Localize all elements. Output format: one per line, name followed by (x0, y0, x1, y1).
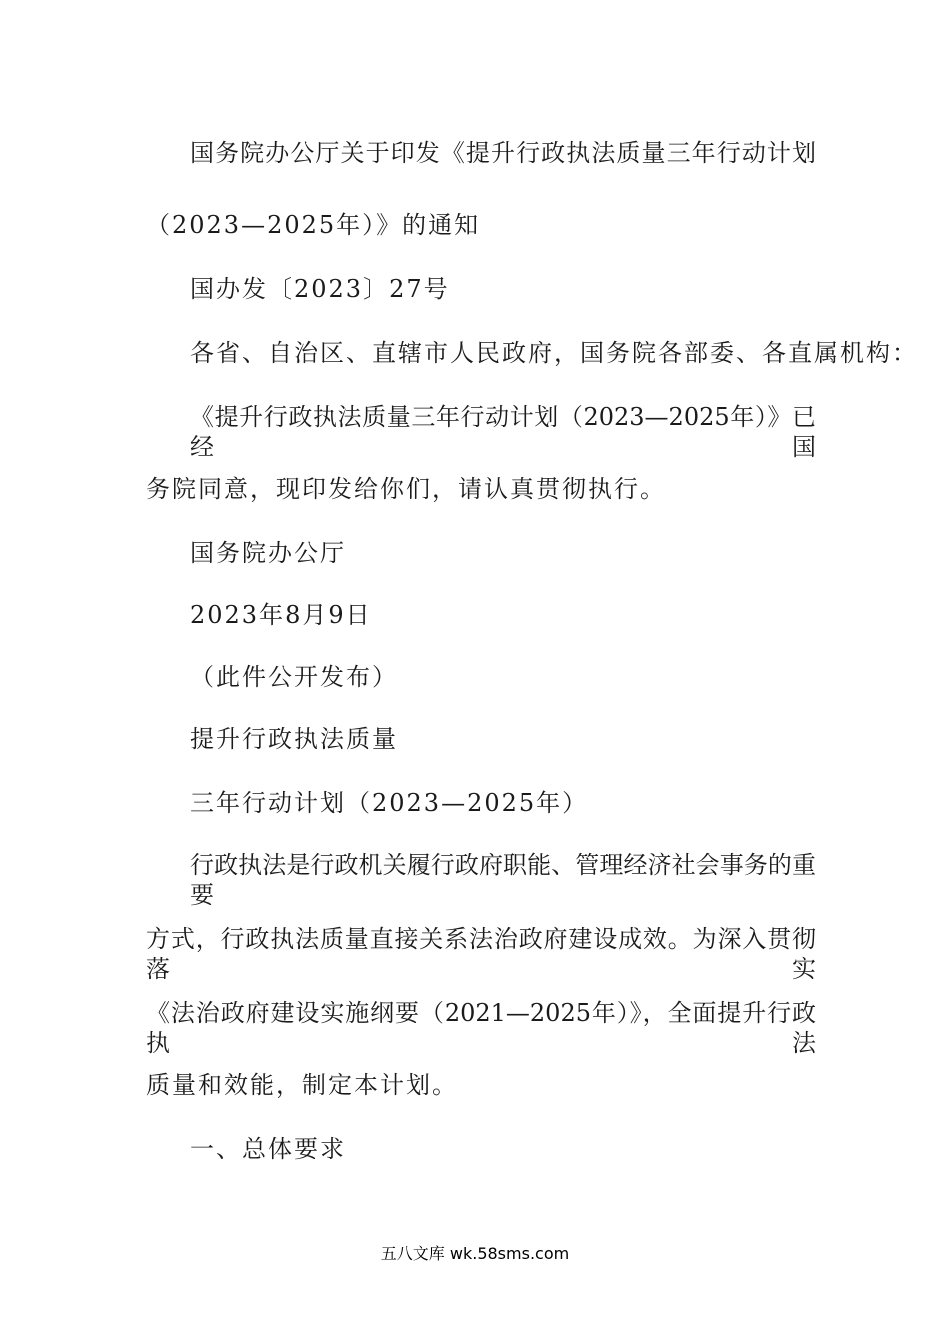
intro-paragraph-line-2: 方式，行政执法质量直接关系法治政府建设成效。为深入贯彻落实 (146, 925, 816, 983)
plan-title-line-1: 提升行政执法质量 (190, 725, 398, 753)
issue-date: 2023年8月9日 (190, 601, 372, 629)
notice-paragraph-line-2: 务院同意，现印发给你们，请认真贯彻执行。 (146, 475, 666, 503)
notice-paragraph-line-1: 《提升行政执法质量三年行动计划（2023—2025年）》已经国 (190, 403, 816, 461)
issuer: 国务院办公厅 (190, 539, 346, 567)
intro-paragraph-line-1: 行政执法是行政机关履行政府职能、管理经济社会事务的重要 (190, 851, 816, 909)
section-1-heading: 一、总体要求 (190, 1135, 346, 1163)
intro-paragraph-line-4: 质量和效能，制定本计划。 (146, 1071, 458, 1099)
plan-title-line-2: 三年行动计划（2023—2025年） (190, 789, 589, 817)
document-title-line-2: （2023—2025年）》的通知 (146, 211, 481, 239)
document-title-line-1: 国务院办公厅关于印发《提升行政执法质量三年行动计划 (190, 139, 816, 167)
publication-note: （此件公开发布） (190, 663, 398, 691)
intro-paragraph-line-3: 《法治政府建设实施纲要（2021—2025年）》，全面提升行政执法 (146, 999, 816, 1057)
addressees: 各省、自治区、直辖市人民政府，国务院各部委、各直属机构： (190, 339, 918, 367)
document-number: 国办发〔2023〕27号 (190, 275, 450, 303)
footer-watermark: 五八文库 wk.58sms.com (380, 1244, 570, 1263)
